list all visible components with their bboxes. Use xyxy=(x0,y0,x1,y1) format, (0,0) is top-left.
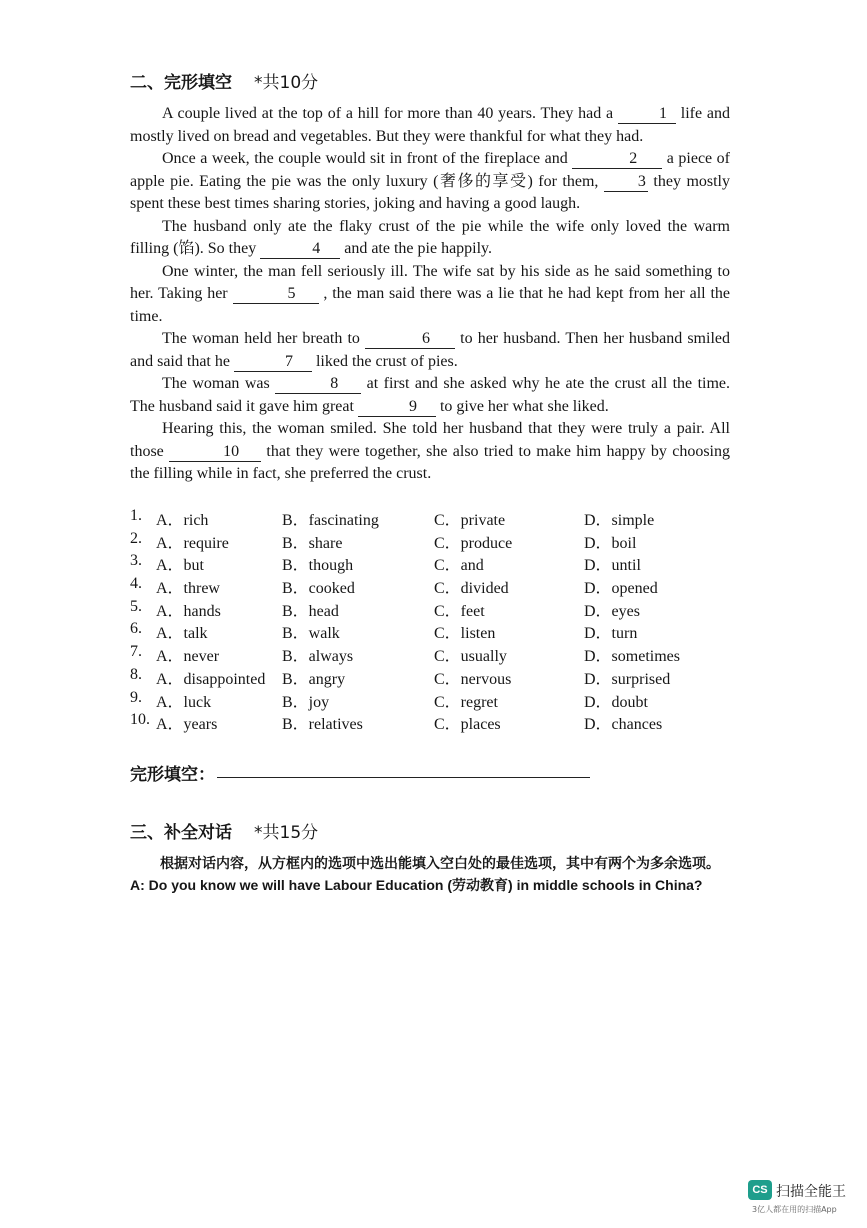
paragraph-5: The woman held her breath to 6 to her husband. Then her husband smiled and said that he 7 liked the crust of pies. xyxy=(130,330,730,370)
option-b: B．angry xyxy=(282,670,346,688)
cloze-passage xyxy=(130,103,730,486)
option-row: 1. A．rich B．fascinating C．private D．simple xyxy=(130,507,655,529)
paragraph-7: Hearing this, the woman smiled. She told her husband that they were truly a pair. All those 10 that they were together, she also tried to make him happy by choosing the filling while in fact, she preferred the crust. xyxy=(130,420,731,482)
option-b: B．though xyxy=(282,557,354,575)
option-d: D．until xyxy=(584,557,641,575)
option-row: 6. A．talk B．walk C．listen D．turn xyxy=(130,620,638,643)
option-d: D．boil xyxy=(584,534,637,552)
section3-heading xyxy=(130,818,318,843)
option-row: 9. A．luck B．joy C．regret D．doubt xyxy=(130,688,649,711)
blank-7: 7 xyxy=(234,353,312,372)
option-d: D．doubt xyxy=(584,693,649,711)
option-b: B．fascinating xyxy=(282,512,379,529)
option-c: C．places xyxy=(434,716,501,734)
option-d: D．eyes xyxy=(584,602,640,620)
option-c: C．private xyxy=(434,512,506,529)
option-c: C．regret xyxy=(434,693,498,711)
blank-2: 2 xyxy=(572,150,662,169)
option-c: C．produce xyxy=(434,534,513,552)
option-row: 4. A．threw B．cooked C．divided D．opened xyxy=(130,575,658,598)
paragraph-4: One winter, the man fell seriously ill. The wife sat by his side as he said something to her. Taking her 5 , the man said there was a lie that he had kept from her all the time. xyxy=(130,262,731,325)
option-b: B．joy xyxy=(282,693,330,711)
watermark-subtitle: 3亿人都在用的扫描App xyxy=(752,1205,837,1214)
paragraph-3: The husband only ate the flaky crust of the pie while the wife only loved the warm filling (馅). So they 4 and ate the pie happily. xyxy=(130,217,730,257)
blank-8: 8 xyxy=(275,375,361,394)
option-row: 2. A．require B．share C．produce D．boil xyxy=(130,529,637,552)
option-d: D．simple xyxy=(584,512,655,529)
option-c: C．usually xyxy=(434,648,507,666)
section2-heading xyxy=(130,68,318,93)
answer-label: 完形填空： xyxy=(130,765,215,785)
option-a: A．talk xyxy=(156,625,208,643)
blank-5: 5 xyxy=(233,285,319,304)
option-b: B．relatives xyxy=(282,716,363,734)
option-c: C．listen xyxy=(434,625,496,643)
blank-9: 9 xyxy=(358,398,436,417)
option-d: D．sometimes xyxy=(584,648,680,666)
section3-title: 三、补全对话 xyxy=(130,823,232,843)
option-a: A．rich xyxy=(156,512,209,529)
option-a: A．never xyxy=(156,648,220,666)
option-d: D．opened xyxy=(584,580,658,598)
option-c: C．feet xyxy=(434,602,485,620)
section3-instruction: 根据对话内容，从方框内的选项中选出能填入空白处的最佳选项，其中有两个为多余选项。 xyxy=(160,856,720,872)
option-c: C．nervous xyxy=(434,670,512,688)
option-a: A．require xyxy=(156,534,229,552)
option-a: A．hands xyxy=(156,602,221,620)
answer-field[interactable] xyxy=(217,777,590,778)
section3-score: *共15分 xyxy=(254,823,319,843)
option-c: C．and xyxy=(434,557,484,575)
section2-score: *共10分 xyxy=(254,73,319,93)
option-a: A．but xyxy=(156,557,205,575)
option-c: C．divided xyxy=(434,580,509,598)
option-d: D．surprised xyxy=(584,670,671,688)
option-row: 10. A．years B．relatives C．places D．chances xyxy=(130,711,663,734)
option-b: B．cooked xyxy=(282,580,355,598)
option-b: B．head xyxy=(282,602,339,620)
option-a: A．threw xyxy=(156,580,220,598)
option-row: 7. A．never B．always C．usually D．sometimes xyxy=(130,643,680,666)
paragraph-2: Once a week, the couple would sit in front of the fireplace and 2 a piece of apple pie. Eating the pie was the only luxury (奢侈的享受) for them, 3 they mostly spent these best times sharing stories, joking and having a good laugh. xyxy=(130,150,731,212)
option-a: A．disappointed xyxy=(156,670,266,688)
option-b: B．share xyxy=(282,534,343,552)
option-b: B．walk xyxy=(282,625,340,643)
option-b: B．always xyxy=(282,648,354,666)
paragraph-6: The woman was 8 at first and she asked why he ate the crust all the time. The husband said it gave him great 9 to give her what she liked. xyxy=(130,375,731,415)
option-a: A．years xyxy=(156,716,218,734)
option-d: D．turn xyxy=(584,625,638,643)
option-row: 3. A．but B．though C．and D．until xyxy=(130,552,641,575)
blank-3: 3 xyxy=(604,173,648,192)
option-d: D．chances xyxy=(584,716,663,734)
watermark-name: 扫描全能王 xyxy=(776,1184,846,1200)
blank-6: 6 xyxy=(365,330,455,349)
blank-1: 1 xyxy=(618,105,676,124)
section2-title: 二、完形填空 xyxy=(130,73,232,93)
option-row: 8. A．disappointed B．angry C．nervous D．surprised xyxy=(130,665,671,688)
blank-4: 4 xyxy=(260,240,340,259)
option-a: A．luck xyxy=(156,693,212,711)
blank-10: 10 xyxy=(169,443,261,462)
dialog-line-a: A: Do you know we will have Labour Education (劳动教育) in middle schools in China? xyxy=(130,877,703,893)
camscanner-logo: CS xyxy=(748,1180,772,1200)
options-list xyxy=(130,507,730,734)
option-row: 5. A．hands B．head C．feet D．eyes xyxy=(130,597,640,620)
paragraph-1: A couple lived at the top of a hill for more than 40 years. They had a 1 life and mostly lived on bread and vegetables. But they were thankful for what they had. xyxy=(130,105,731,145)
